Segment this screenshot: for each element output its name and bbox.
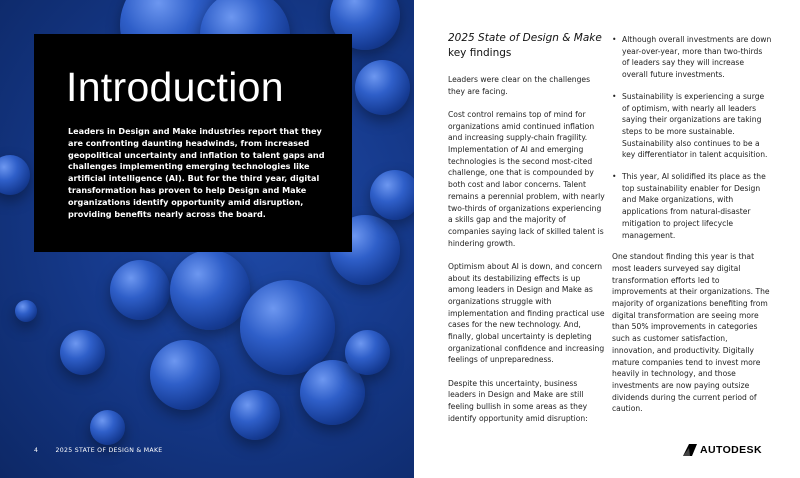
molecule-sphere [0, 155, 30, 195]
intro-paragraph: Leaders in Design and Make industries report that they are confronting daunting headwinds, from increased geopolitical uncertainty and inflation to talent gaps and challenges implementing emerging technologies like artificial intelligence (AI). But for the third year, digital transformation has proven to help Design and Make organizations identify opportunity amid disruption, providing benefits nearly across the board. [68, 126, 325, 219]
section-heading [448, 31, 606, 60]
heading-italic: 2025 State of Design & Make [448, 32, 602, 44]
molecule-sphere [110, 260, 170, 320]
molecule-sphere [370, 170, 414, 220]
molecule-sphere [355, 60, 410, 115]
list-item: • Sustainability is experiencing a surge of optimism, with nearly all leaders saying their organizations are taking steps to be more sustainable. Sustainability also continues to be a key differentiator in talent acquisition. [612, 91, 772, 161]
list-item: • This year, AI solidified its place as the top sustainability enabler for Design and Make organizations, with applications from natural-disaster mitigation to project lifecycle management. [612, 171, 772, 241]
autodesk-logo [683, 443, 762, 457]
page-footer [34, 447, 163, 454]
findings-list [612, 34, 772, 241]
list-item: • Although overall investments are down year-over-year, more than two-thirds of leaders say they will increase overall future investments. [612, 34, 772, 81]
molecule-sphere [345, 330, 390, 375]
heading-rest: key findings [448, 46, 512, 59]
molecule-sphere [90, 410, 125, 445]
findings-column-right [612, 34, 772, 427]
molecule-sphere [170, 250, 250, 330]
molecule-sphere [15, 300, 37, 322]
logo-text: AUTODESK [700, 444, 762, 456]
page-number: 4 [34, 447, 39, 454]
paragraph: One standout finding this year is that most leaders surveyed say digital transformation efforts led to improvements at their organizations. The majority of organizations benefiting from digital transformation are seeing more than 50% improvements in categories such as customer satisfaction, innovation, and productivity. Digitally mature companies tend to invest more heavily in technology, and those investments are now paying outsize dividends during the current period of caution. [612, 252, 770, 414]
molecule-sphere [230, 390, 280, 440]
molecule-sphere [240, 280, 335, 375]
paragraph: Optimism about AI is down, and concern about its destabilizing effects is up among leaders in Design and Make as organizations struggle with implementation and finding practical use cases for the new technology. And, finally, global uncertainty is depleting organizational confidence and increasing feelings of unpreparedness. [448, 261, 605, 365]
molecule-sphere [150, 340, 220, 410]
page-title: Introduction [66, 64, 284, 110]
paragraph: Leaders were clear on the challenges they are facing. [448, 75, 591, 96]
findings-column-left [448, 31, 606, 436]
autodesk-logo-icon [683, 444, 697, 456]
paragraph: Cost control remains top of mind for organizations amid continued inflation and increasing supply-chain fragility. Implementation of AI and emerging technologies is the second most-cited challenge, one that is compounded by both cost and labor concerns. Talent remains a perennial problem, with nearly two-thirds of organizations experiencing a skills gap and the majority of companies saying lack of skilled talent is hindering growth. [448, 109, 605, 248]
paragraph: Despite this uncertainty, business leaders in Design and Make are still feeling bullish in some areas as they identify opportunity amid disruption: [448, 378, 588, 423]
molecule-sphere [60, 330, 105, 375]
intro-box [34, 34, 352, 252]
footer-label: 2025 STATE OF DESIGN & MAKE [55, 447, 163, 454]
